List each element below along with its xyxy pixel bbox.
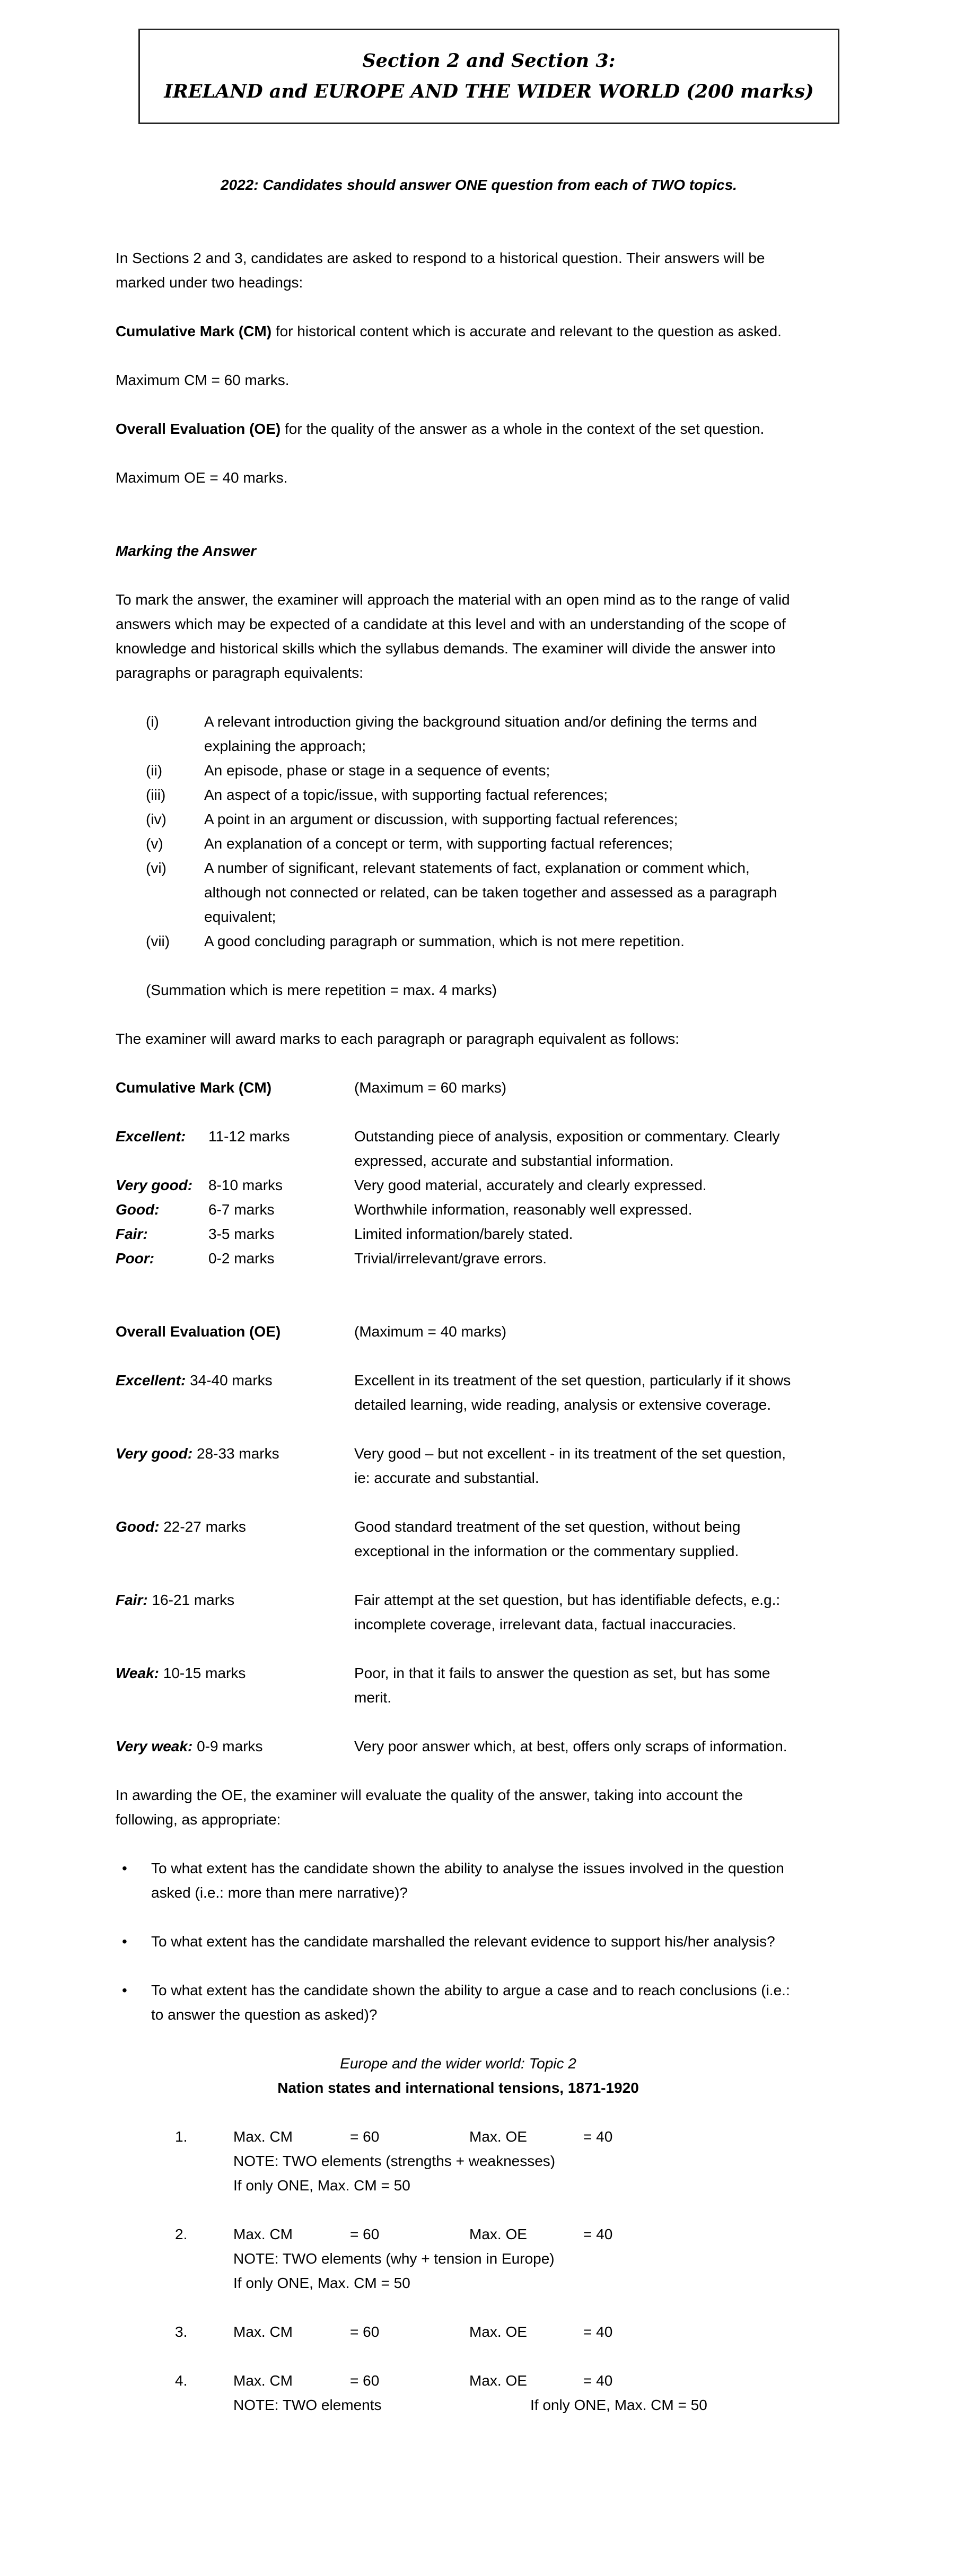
cm-row-label <box>116 1246 354 1271</box>
question-item <box>175 2222 801 2295</box>
question-number: 3. <box>175 2324 188 2340</box>
list-item-numeral: (vii) <box>146 933 170 949</box>
document-content <box>116 0 814 2417</box>
oe-row-description: Good standard treatment of the set question, without being exceptional in the information or the commentary supplied. <box>354 1518 741 1559</box>
question-note: NOTE: TWO elements (strengths + weaknesses) <box>233 2153 556 2169</box>
cm-row-description: Trivial/irrelevant/grave errors. <box>354 1250 547 1267</box>
list-item <box>146 783 801 807</box>
section-title-line-1: Section 2 and Section 3: <box>362 50 616 72</box>
oe-table-maximum: (Maximum = 40 marks) <box>354 1323 507 1340</box>
cm-table-heading <box>116 1076 801 1100</box>
oe-row-term: Very good: <box>116 1445 193 1462</box>
oe-row-term: Fair: <box>116 1592 148 1608</box>
oe-row-term: Good: <box>116 1518 160 1535</box>
cm-definition <box>116 319 801 344</box>
bullet-icon: • <box>122 1982 127 1998</box>
oe-row-term: Very weak: <box>116 1738 193 1754</box>
cm-row-description: Outstanding piece of analysis, exposition or commentary. Clearly expressed, accurate and substantial information. <box>354 1128 780 1169</box>
oe-row-description: Poor, in that it fails to answer the question as set, but has some merit. <box>354 1665 770 1706</box>
section-title-line-2: IRELAND and EUROPE AND THE WIDER WORLD (200 marks) <box>164 81 814 102</box>
cm-value: = 60 <box>350 2324 380 2340</box>
cm-table-row <box>116 1198 801 1222</box>
question-number: 4. <box>175 2372 188 2389</box>
cm-row-term: Fair: <box>116 1226 148 1242</box>
oe-table-row <box>116 1368 801 1417</box>
cm-row-description: Worthwhile information, reasonably well expressed. <box>354 1201 693 1218</box>
oe-row-term: Weak: <box>116 1665 159 1681</box>
oe-value: = 40 <box>583 2372 613 2389</box>
oe-definition-lead: Overall Evaluation (OE) <box>116 421 281 437</box>
cm-row-range: 3-5 marks <box>208 1226 275 1242</box>
oe-row-label <box>116 1442 354 1490</box>
list-item-numeral: (iii) <box>146 787 166 803</box>
oe-label: Max. OE <box>469 2324 527 2340</box>
list-item <box>146 856 801 929</box>
cm-definition-lead: Cumulative Mark (CM) <box>116 323 272 339</box>
cm-row-label <box>116 1198 354 1222</box>
oe-row-label <box>116 1588 354 1637</box>
cm-row-term: Poor: <box>116 1250 155 1267</box>
oe-row-label <box>116 1368 354 1417</box>
list-item <box>146 710 801 758</box>
cm-row-label <box>116 1222 354 1246</box>
cm-table-row <box>116 1246 801 1271</box>
bullet-icon: • <box>122 1860 127 1876</box>
paragraph-types-list <box>116 710 801 954</box>
question-note-inline <box>233 2397 707 2413</box>
cm-row-term: Very good: <box>116 1177 193 1193</box>
question-body <box>233 2320 801 2344</box>
oe-row-range: 10-15 marks <box>163 1665 246 1681</box>
list-item-text: An explanation of a concept or term, with supporting factual references; <box>204 835 673 852</box>
list-item <box>146 832 801 856</box>
list-item-numeral: (ii) <box>146 762 163 779</box>
list-item <box>146 807 801 832</box>
oe-row-label <box>116 1515 354 1564</box>
question-number: 2. <box>175 2226 188 2242</box>
cm-row-range: 0-2 marks <box>208 1250 275 1267</box>
oe-table-title: Overall Evaluation (OE) <box>116 1323 281 1340</box>
cm-table-row <box>116 1124 801 1173</box>
summation-note: (Summation which is mere repetition = max. 4 marks) <box>146 982 497 998</box>
cm-maximum: Maximum CM = 60 marks. <box>116 372 290 388</box>
cm-row-range: 8-10 marks <box>208 1177 283 1193</box>
question-note: If only ONE, Max. CM = 50 <box>530 2397 707 2413</box>
bullet-text: To what extent has the candidate marshalled the relevant evidence to support his/her analysis? <box>151 1933 775 1950</box>
intro-paragraph: In Sections 2 and 3, candidates are asked to respond to a historical question. Their answers will be marked under two headings: <box>116 250 765 291</box>
question-marks-row <box>233 2372 612 2389</box>
marking-intro-paragraph: To mark the answer, the examiner will approach the material with an open mind as to the range of valid answers which may be expected of a candidate at this level and with an understanding of the scope of knowledge and historical skills which the syllabus demands. The examiner will divide the answer into paragraphs or paragraph equivalents: <box>116 591 790 681</box>
question-marks-row <box>233 2226 612 2242</box>
cm-value: = 60 <box>350 2226 380 2242</box>
oe-label: Max. OE <box>469 2372 527 2389</box>
oe-definition-rest: for the quality of the answer as a whole in the context of the set question. <box>281 421 765 437</box>
oe-row-description: Fair attempt at the set question, but has identifiable defects, e.g.: incomplete coverage, irrelevant data, factual inaccuracies. <box>354 1592 781 1632</box>
oe-row-label <box>116 1734 354 1759</box>
cm-row-description: Limited information/barely stated. <box>354 1226 573 1242</box>
oe-table-row <box>116 1661 801 1710</box>
oe-value: = 40 <box>583 2324 613 2340</box>
list-item-numeral: (i) <box>146 713 159 730</box>
list-item-text: A relevant introduction giving the background situation and/or defining the terms and explaining the approach; <box>204 713 757 754</box>
bullet-icon: • <box>122 1933 127 1950</box>
list-item-text: An aspect of a topic/issue, with supporting factual references; <box>204 787 608 803</box>
oe-table-row <box>116 1442 801 1490</box>
cm-value: = 60 <box>350 2372 380 2389</box>
oe-bullet-item <box>122 1929 801 1954</box>
cm-row-range: 6-7 marks <box>208 1201 275 1218</box>
cm-row-label <box>116 1124 354 1173</box>
question-number: 1. <box>175 2128 188 2145</box>
cm-row-description: Very good material, accurately and clearly expressed. <box>354 1177 707 1193</box>
question-marks-row <box>233 2128 612 2145</box>
oe-award-intro: In awarding the OE, the examiner will evaluate the quality of the answer, taking into account the following, as appropriate: <box>116 1787 743 1828</box>
list-item-text: An episode, phase or stage in a sequence of events; <box>204 762 550 779</box>
marking-the-answer-heading: Marking the Answer <box>116 543 257 559</box>
oe-row-range: 22-27 marks <box>163 1518 246 1535</box>
oe-row-range: 0-9 marks <box>197 1738 263 1754</box>
list-item-numeral: (iv) <box>146 811 166 827</box>
bullet-text: To what extent has the candidate shown the ability to analyse the issues involved in the question asked (i.e.: more than mere narrative)? <box>151 1860 784 1901</box>
question-marks-row <box>233 2324 612 2340</box>
cm-table-maximum: (Maximum = 60 marks) <box>354 1079 507 1096</box>
question-note: NOTE: TWO elements <box>233 2397 382 2413</box>
oe-row-label <box>116 1661 354 1710</box>
cm-label: Max. CM <box>233 2324 293 2340</box>
oe-row-description: Very good – but not excellent - in its treatment of the set question, ie: accurate and substantial. <box>354 1445 786 1486</box>
oe-row-range: 28-33 marks <box>196 1445 279 1462</box>
list-item-text: A point in an argument or discussion, with supporting factual references; <box>204 811 678 827</box>
oe-row-description: Excellent in its treatment of the set question, particularly if it shows detailed learning, wide reading, analysis or extensive coverage. <box>354 1372 791 1413</box>
list-item-numeral: (v) <box>146 835 163 852</box>
list-item <box>146 929 801 954</box>
list-item-numeral: (vi) <box>146 860 166 876</box>
cm-table-title: Cumulative Mark (CM) <box>116 1079 272 1096</box>
oe-table-row <box>116 1734 801 1759</box>
cm-row-term: Good: <box>116 1201 160 1218</box>
question-body <box>233 2369 801 2417</box>
cm-table-row <box>116 1222 801 1246</box>
oe-maximum: Maximum OE = 40 marks. <box>116 469 288 486</box>
candidates-notice: 2022: Candidates should answer ONE question from each of TWO topics. <box>221 177 737 193</box>
oe-table-row <box>116 1588 801 1637</box>
oe-definition <box>116 417 801 441</box>
oe-value: = 40 <box>583 2128 613 2145</box>
oe-bullet-item <box>122 1978 801 2027</box>
oe-table-heading <box>116 1320 801 1344</box>
cm-table <box>116 1124 801 1271</box>
oe-table-row <box>116 1515 801 1564</box>
oe-row-description: Very poor answer which, at best, offers only scraps of information. <box>354 1738 787 1754</box>
question-note: If only ONE, Max. CM = 50 <box>233 2177 410 2194</box>
list-item <box>146 758 801 783</box>
oe-row-range: 16-21 marks <box>152 1592 235 1608</box>
cm-value: = 60 <box>350 2128 380 2145</box>
cm-row-range: 11-12 marks <box>208 1128 290 1145</box>
question-item <box>175 2320 801 2344</box>
cm-table-row <box>116 1173 801 1198</box>
topic-heading-bold: Nation states and international tensions, 1871-1920 <box>277 2080 639 2096</box>
oe-row-range: 34-40 marks <box>190 1372 273 1389</box>
section-title-box <box>138 29 839 124</box>
oe-row-term: Excellent: <box>116 1372 186 1389</box>
question-item <box>175 2369 801 2417</box>
cm-label: Max. CM <box>233 2226 293 2242</box>
oe-label: Max. OE <box>469 2226 527 2242</box>
list-item-text: A good concluding paragraph or summation, which is not mere repetition. <box>204 933 685 949</box>
question-item <box>175 2125 801 2198</box>
oe-bullet-item <box>122 1856 801 1905</box>
cm-label: Max. CM <box>233 2128 293 2145</box>
list-item-text: A number of significant, relevant statements of fact, explanation or comment which, although not connected or related, can be taken together and assessed as a paragraph equivalent; <box>204 860 777 925</box>
cm-row-term: Excellent: <box>116 1128 186 1145</box>
question-body <box>233 2222 801 2295</box>
question-body <box>233 2125 801 2198</box>
question-note: If only ONE, Max. CM = 50 <box>233 2275 410 2291</box>
cm-definition-rest: for historical content which is accurate and relevant to the question as asked. <box>271 323 782 339</box>
oe-value: = 40 <box>583 2226 613 2242</box>
topic-heading-italic: Europe and the wider world: Topic 2 <box>340 2055 576 2072</box>
bullet-text: To what extent has the candidate shown the ability to argue a case and to reach conclusions (i.e.: to answer the question as asked)? <box>151 1982 790 2023</box>
cm-label: Max. CM <box>233 2372 293 2389</box>
question-note: NOTE: TWO elements (why + tension in Europe) <box>233 2250 555 2267</box>
oe-label: Max. OE <box>469 2128 527 2145</box>
award-intro-paragraph: The examiner will award marks to each paragraph or paragraph equivalent as follows: <box>116 1031 679 1047</box>
cm-row-label <box>116 1173 354 1198</box>
